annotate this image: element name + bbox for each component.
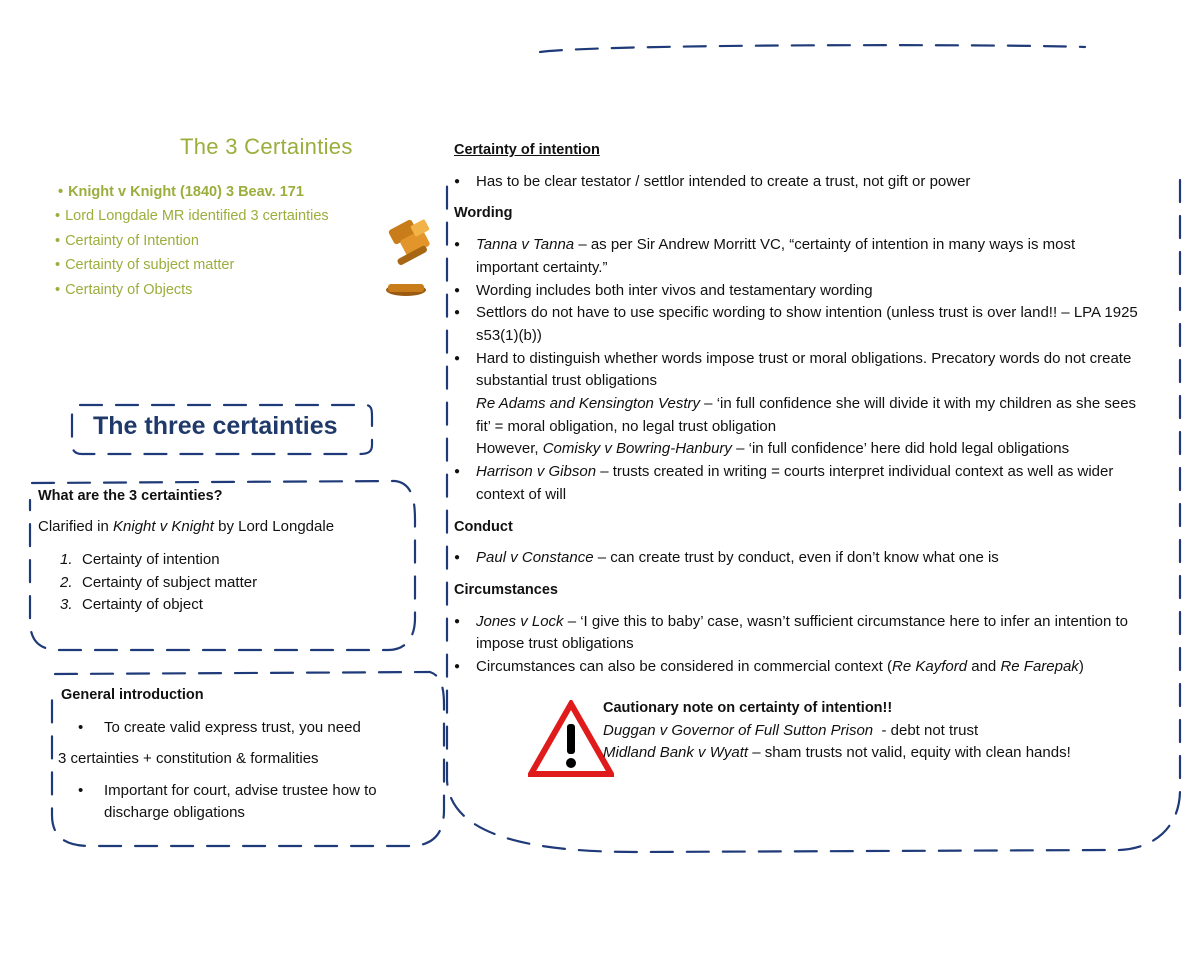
caution-line — [603, 742, 1163, 765]
bullet-text: and — [967, 658, 1001, 676]
list-item — [38, 572, 408, 595]
intro-bullet: • To create valid express trust, you need — [58, 717, 418, 740]
bullet-text: – ‘I give this to baby’ case, wasn’t sufficient circumstance here to infer an intention to — [563, 612, 1129, 630]
slide-bullet: • Certainty of Objects — [55, 278, 329, 302]
bullet-text: – ‘in full confidence she will divide it with my children as she sees — [700, 395, 1137, 413]
bullet-text: important certainty.” — [476, 258, 608, 276]
intro-heading: General introduction — [61, 687, 204, 703]
slide-title: The 3 Certainties — [180, 134, 353, 159]
intention-heading: Certainty of intention — [454, 142, 600, 158]
slide-bullet-list — [55, 180, 329, 302]
bullet-text: ) — [1078, 658, 1084, 676]
bullet-text: Circumstances can also be considered in commercial context ( — [476, 658, 893, 676]
intro-text: Clarified in — [38, 518, 114, 535]
general-intro-box — [58, 684, 418, 825]
case-name: Harrison v Gibson — [476, 463, 597, 481]
certainties-list — [38, 549, 408, 617]
case-name: Re Adams and Kensington Vestry — [476, 395, 701, 413]
list-item — [38, 549, 408, 572]
caution-text: - debt not trust — [873, 721, 979, 739]
wording-bullet — [454, 461, 1169, 506]
wording-bullet — [454, 302, 1169, 347]
case-name: Re Kayford — [892, 658, 968, 676]
gavel-icon — [384, 214, 444, 304]
case-name: Re Farepak — [1000, 658, 1079, 676]
list-number: 3. — [60, 596, 73, 613]
what-box-intro — [38, 518, 408, 535]
bullet-text: substantial trust obligations — [476, 372, 657, 390]
wording-bullet — [454, 348, 1169, 462]
what-box-heading: What are the 3 certainties? — [38, 488, 223, 504]
case-name: Duggan v Governor of Full Sutton Prison — [603, 721, 874, 739]
case-name: Paul v Constance — [476, 549, 594, 567]
intention-panel — [454, 139, 1169, 679]
case-name: Tanna v Tanna — [476, 236, 575, 254]
bullet-text: discharge obligations — [104, 804, 245, 821]
case-name: Knight v Knight — [113, 518, 214, 535]
list-item — [38, 594, 408, 617]
what-certainties-box — [38, 488, 408, 617]
bullet-text: – as per Sir Andrew Morritt VC, “certainty of intention in many ways is most — [574, 236, 1076, 254]
wording-heading: Wording — [454, 205, 513, 222]
list-text: Certainty of object — [82, 596, 203, 613]
caution-note — [603, 697, 1163, 765]
bullet-text: Important for court, advise trustee how to — [104, 781, 377, 799]
bullet-text: impose trust obligations — [476, 635, 634, 653]
slide-bullet: • Lord Longdale MR identified 3 certainties — [55, 204, 329, 228]
bullet-text: – trusts created in writing = courts interpret individual context as well as wider — [596, 463, 1114, 481]
caution-text: – sham trusts not valid, equity with clean hands! — [748, 744, 1071, 762]
bullet-text: fit’ = moral obligation, no legal trust obligation — [476, 417, 777, 435]
wording-bullet: ● Wording includes both inter vivos and testamentary wording — [454, 280, 1169, 303]
circumstances-bullet — [454, 656, 1169, 679]
case-name: Comisky v Bowring-Hanbury — [542, 440, 732, 458]
case-name: Jones v Lock — [476, 612, 564, 630]
bullet-text: Hard to distinguish whether words impose trust or moral obligations. Precatory words do not create — [476, 349, 1132, 367]
circumstances-bullet — [454, 611, 1169, 656]
list-number: 2. — [60, 573, 73, 591]
warning-icon — [528, 700, 614, 778]
intention-bullet: ● Has to be clear testator / settlor intended to create a trust, not gift or power — [454, 171, 1169, 194]
intro-bullet — [58, 780, 418, 825]
bullet-text: context of will — [476, 485, 567, 503]
slide-bullet: • Knight v Knight (1840) 3 Beav. 171 — [55, 180, 329, 204]
bullet-text: However, — [476, 440, 543, 458]
wording-bullet — [454, 234, 1169, 279]
circumstances-heading: Circumstances — [454, 581, 558, 598]
slide-bullet: • Certainty of Intention — [55, 229, 329, 253]
bullet-text: Settlors do not have to use specific wording to show intention (unless trust is over land!! – LPA 1925 — [476, 304, 1138, 322]
bullet-text: – can create trust by conduct, even if don’t know what one is — [593, 549, 999, 567]
conduct-bullet — [454, 547, 1169, 570]
slide-bullet: • Certainty of subject matter — [55, 253, 329, 277]
bullet-text: s53(1)(b)) — [476, 326, 542, 344]
case-name: Midland Bank v Wyatt — [603, 744, 749, 762]
bullet-text: – ‘in full confidence’ here did hold legal obligations — [731, 440, 1070, 458]
intro-text: by Lord Longdale — [213, 518, 335, 535]
list-text: Certainty of intention — [82, 551, 220, 568]
banner-title: The three certainties — [93, 412, 338, 440]
list-number: 1. — [60, 551, 73, 568]
list-text: Certainty of subject matter — [82, 573, 258, 591]
caution-heading: Cautionary note on certainty of intention!! — [603, 700, 893, 716]
caution-line — [603, 720, 1163, 743]
conduct-heading: Conduct — [454, 518, 513, 535]
intro-line: 3 certainties + constitution & formalities — [58, 750, 319, 767]
